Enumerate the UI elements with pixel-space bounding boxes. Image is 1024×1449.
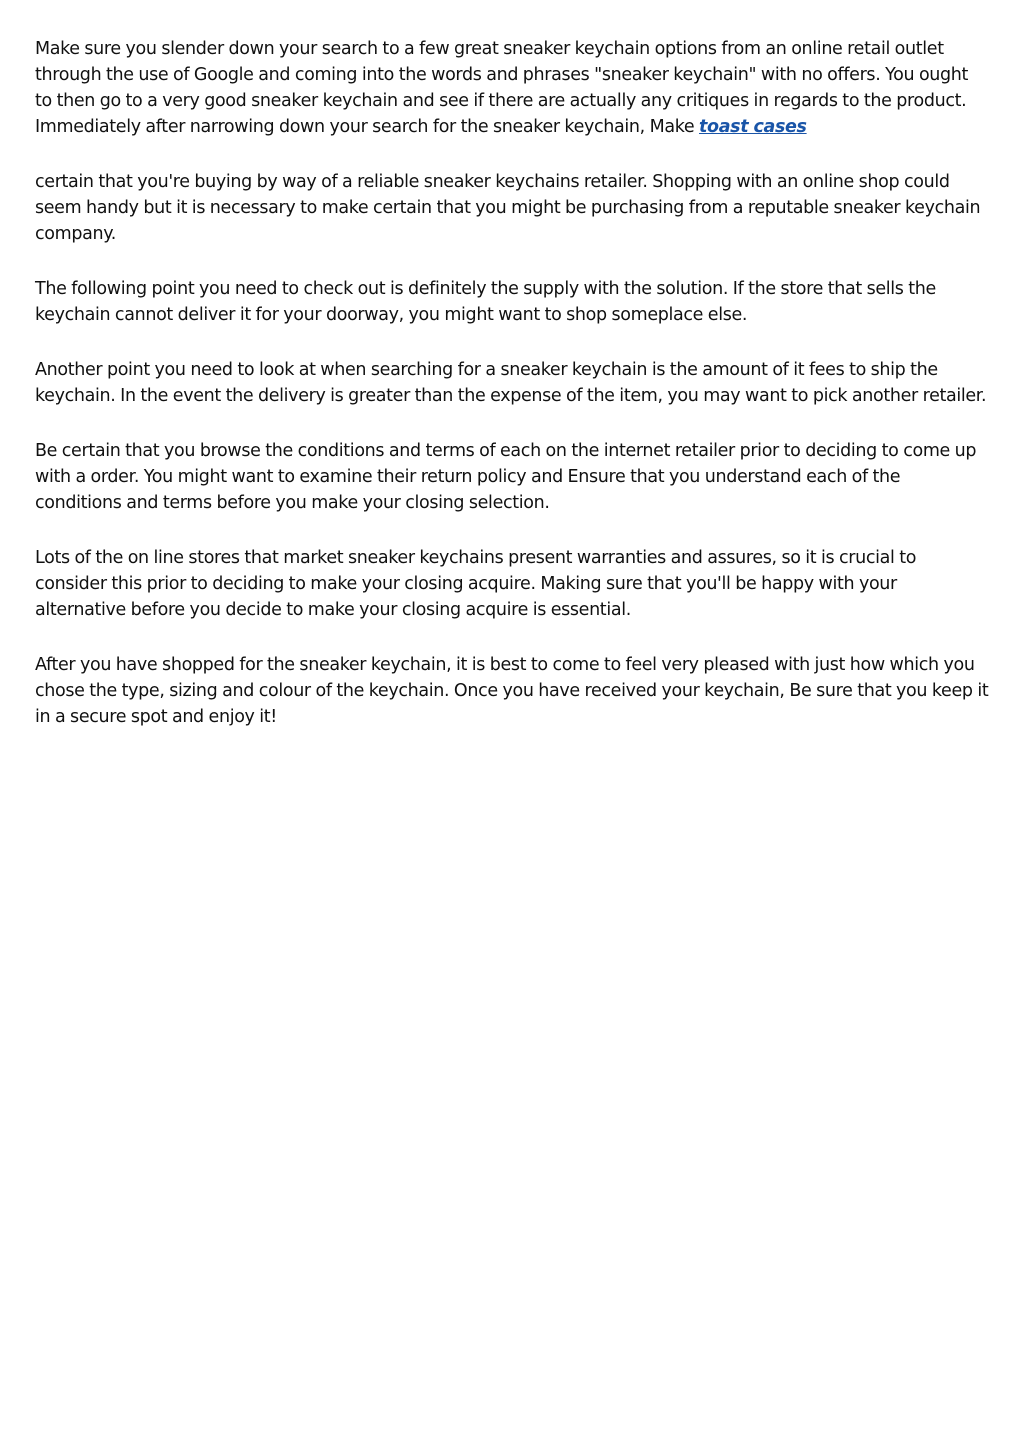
document-body [35, 36, 989, 759]
paragraph-4: Another point you need to look at when searching for a sneaker keychain is the amount of it fees to ship the keychain. In the event the delivery is greater than the expense of the item, you may want to pick another retailer. [35, 360, 987, 406]
paragraph-5: Be certain that you browse the conditions and terms of each on the internet retailer prior to deciding to come up with a order. You might want to examine their return policy and Ensure that you understand each of the conditions and terms before you make your closing selection. [35, 441, 977, 513]
paragraph-1-text: Make sure you slender down your search to a few great sneaker keychain options from an online retail outlet through the use of Google and coming into the words and phrases "sneaker keychain" with no offers. You ought to then go to a very good sneaker keychain and see if there are actually any critiques in regards to the product. Immediately after narrowing down your search for the sneaker keychain, Make [35, 39, 969, 137]
paragraph-1 [35, 36, 989, 140]
paragraph-3: The following point you need to check out is definitely the supply with the solution. If the store that sells the keychain cannot deliver it for your doorway, you might want to shop someplace else. [35, 279, 936, 325]
toast-cases-link[interactable]: toast cases [699, 117, 807, 137]
paragraph-2: certain that you're buying by way of a reliable sneaker keychains retailer. Shopping with an online shop could seem handy but it is necessary to make certain that you might be purchasing from a reputable sneaker keychain company. [35, 172, 981, 244]
paragraph-7: After you have shopped for the sneaker keychain, it is best to come to feel very pleased with just how which you chose the type, sizing and colour of the keychain. Once you have received your keychain, Be sure that you keep it in a secure spot and enjoy it! [35, 655, 989, 727]
paragraph-6: Lots of the on line stores that market sneaker keychains present warranties and assures, so it is crucial to consider this prior to deciding to make your closing acquire. Making sure that you'll be happy with your alternative before you decide to make your closing acquire is essential. [35, 548, 917, 620]
